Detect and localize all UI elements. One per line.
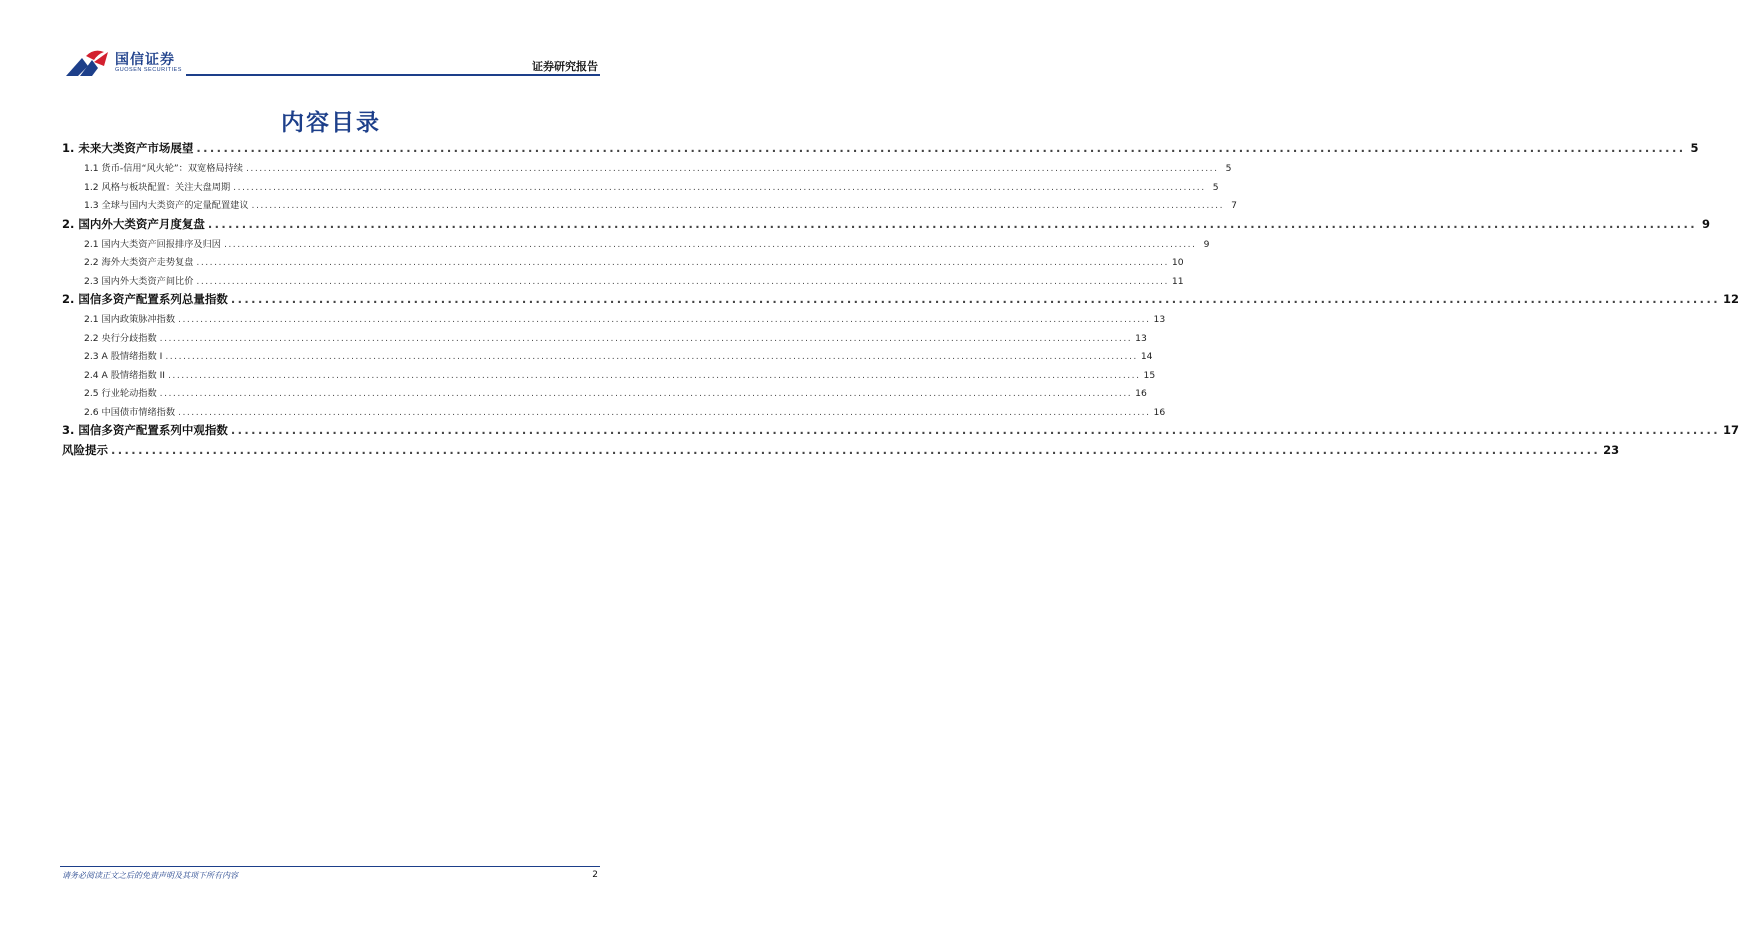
toc-section-entry[interactable] xyxy=(62,442,1620,462)
toc-leader-dots: ............................................................................................................................................................................................................................ xyxy=(207,216,1697,231)
logo-chinese-name: 国信证券 xyxy=(115,52,175,68)
toc-subsection-entry[interactable] xyxy=(62,367,1156,386)
toc-section-entry[interactable] xyxy=(62,422,1739,442)
toc-entry-label: 2. 国内外大类资产月度复盘 xyxy=(62,216,205,231)
toc-entry-page: 9 xyxy=(1203,238,1210,250)
toc-section-entry[interactable] xyxy=(62,291,1739,311)
toc-entry-label: 2.3 A 股情绪指数 I xyxy=(84,351,163,362)
toc-leader-dots: ............................................................................................................................................................................................................................ xyxy=(223,238,1197,250)
toc-leader-dots: ............................................................................................................................................................................................................................ xyxy=(233,181,1206,193)
toc-leader-dots: ............................................................................................................................................................................................................................ xyxy=(178,406,1151,418)
toc-leader-dots: ............................................................................................................................................................................................................................ xyxy=(165,351,1138,362)
toc-subsection-entry[interactable] xyxy=(62,179,1219,198)
toc-entry-label: 2.2 央行分歧指数 xyxy=(84,332,157,344)
toc-entry-label: 2.2 海外大类资产走势复盘 xyxy=(84,257,194,268)
toc-leader-dots: ............................................................................................................................................................................................................................ xyxy=(246,163,1219,174)
toc-entry-label: 1. 未来大类资产市场展望 xyxy=(62,141,194,155)
toc-leader-dots: ............................................................................................................................................................................................................................ xyxy=(196,257,1169,268)
toc-section-entry[interactable] xyxy=(62,140,1699,160)
toc-entry-page: 5 xyxy=(1690,141,1699,155)
report-type-label: 证券研究报告 xyxy=(532,60,598,73)
toc-entry-label: 1.1 货币-信用“风火轮”：双宽格局持续 xyxy=(84,163,243,174)
toc-entry-page: 7 xyxy=(1231,200,1238,211)
table-of-contents xyxy=(62,140,1739,462)
toc-leader-dots: ............................................................................................................................................................................................................................ xyxy=(251,200,1225,211)
toc-entry-page: 13 xyxy=(1135,332,1147,344)
toc-entry-label: 1.2 风格与板块配置：关注大盘周期 xyxy=(84,181,231,193)
toc-leader-dots: ............................................................................................................................................................................................................................ xyxy=(111,443,1601,457)
toc-entry-page: 12 xyxy=(1722,292,1739,306)
toc-entry-label: 2.3 国内外大类资产间比价 xyxy=(84,275,194,287)
toc-subsection-entry[interactable] xyxy=(62,404,1166,423)
toc-subsection-entry[interactable] xyxy=(62,273,1184,292)
toc-subsection-entry[interactable] xyxy=(62,311,1166,330)
toc-leader-dots: ............................................................................................................................................................................................................................ xyxy=(159,388,1133,399)
toc-entry-label: 2.1 国内大类资产回报排序及归因 xyxy=(84,238,221,250)
toc-subsection-entry[interactable] xyxy=(62,236,1210,255)
toc-entry-label: 2.4 A 股情绪指数 II xyxy=(84,369,166,381)
toc-title: 内容目录 xyxy=(281,110,381,136)
toc-subsection-entry[interactable] xyxy=(62,385,1147,404)
toc-entry-label: 3. 国信多资产配置系列中观指数 xyxy=(62,423,228,437)
toc-entry-page: 10 xyxy=(1171,257,1184,268)
toc-entry-page: 16 xyxy=(1135,388,1147,399)
footer-divider xyxy=(60,866,600,867)
toc-entry-page: 5 xyxy=(1225,163,1232,174)
footer-disclaimer: 请务必阅读正文之后的免责声明及其项下所有内容 xyxy=(62,871,238,880)
toc-leader-dots: ............................................................................................................................................................................................................................ xyxy=(159,332,1133,344)
page-number: 2 xyxy=(592,870,598,880)
toc-leader-dots: ............................................................................................................................................................................................................................ xyxy=(196,141,1686,155)
toc-entry-page: 17 xyxy=(1722,423,1739,437)
toc-entry-label: 1.3 全球与国内大类资产的定量配置建议 xyxy=(84,200,249,211)
toc-entry-label: 2.1 国内政策脉冲指数 xyxy=(84,314,176,325)
toc-leader-dots: ............................................................................................................................................................................................................................ xyxy=(230,423,1720,437)
toc-leader-dots: ............................................................................................................................................................................................................................ xyxy=(196,275,1169,287)
toc-entry-label: 2. 国信多资产配置系列总量指数 xyxy=(62,292,228,306)
toc-subsection-entry[interactable] xyxy=(62,254,1184,273)
toc-entry-page: 5 xyxy=(1212,181,1219,193)
toc-section-entry[interactable] xyxy=(62,216,1710,236)
toc-leader-dots: ............................................................................................................................................................................................................................ xyxy=(178,314,1151,325)
toc-subsection-entry[interactable] xyxy=(62,160,1232,179)
toc-subsection-entry[interactable] xyxy=(62,348,1153,367)
guosen-logo xyxy=(64,48,184,78)
logo-english-name: GUOSEN SECURITIES xyxy=(115,67,182,73)
toc-entry-label: 风险提示 xyxy=(62,443,108,457)
header-divider xyxy=(186,74,600,76)
guosen-logo-mark-icon xyxy=(64,48,112,78)
page-header xyxy=(0,0,662,80)
toc-entry-label: 2.6 中国债市情绪指数 xyxy=(84,406,176,418)
toc-entry-label: 2.5 行业轮动指数 xyxy=(84,388,157,399)
toc-entry-page: 9 xyxy=(1701,216,1710,231)
toc-entry-page: 11 xyxy=(1171,275,1184,287)
toc-subsection-entry[interactable] xyxy=(62,330,1147,349)
toc-entry-page: 23 xyxy=(1603,443,1620,457)
toc-entry-page: 15 xyxy=(1143,369,1156,381)
toc-entry-page: 14 xyxy=(1140,351,1153,362)
toc-subsection-entry[interactable] xyxy=(62,197,1238,216)
toc-leader-dots: ............................................................................................................................................................................................................................ xyxy=(168,369,1141,381)
toc-leader-dots: ............................................................................................................................................................................................................................ xyxy=(230,292,1720,306)
toc-entry-page: 13 xyxy=(1153,314,1166,325)
toc-entry-page: 16 xyxy=(1153,406,1166,418)
